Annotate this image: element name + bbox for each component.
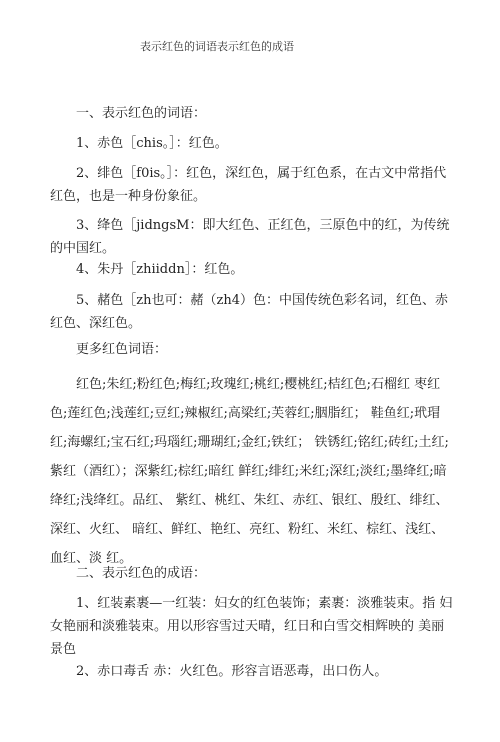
idiom-entry-2: 2、赤口毒舌 赤：火红色。形容言语恶毒，出口伤人。 [76, 664, 388, 679]
page-title: 表示红色的词语表示红色的成语 [140, 40, 294, 53]
section-heading-idioms: 二、表示红色的成语： [76, 566, 207, 581]
more-words-list: 红色;朱红;粉红色;梅红;玫瑰红;桃红;樱桃红;桔红色;石榴红 枣红色;莲红色;浅莲红;豆红;辣椒红;高梁红;芙蓉红;胭脂红； 鞋鱼红;玳瑁红;海螺红;宝石红;玛瑙红;珊瑚红;金红;铁红； 铁锈红;铭红;砖红;土红;紫红（酒红）；深紫红;棕红;暗红 鲜红;绯红;米红;深红;淡红;墨绛红;暗绛红;浅绛红。品红、 紫红、桃红、朱红、赤红、银红、殷红、绯红、深红、火红、 暗红、鲜红、艳红、亮红、粉红、米红、棕红、浅红、血红、淡 红。 [50, 377, 449, 566]
word-entry-1: 1、赤色［chis。］：红色。 [76, 136, 228, 151]
word-entry-3: 3、绛色［jidngsM：即大红色、正红色，三原色中的红，为传统 的中国红。 [50, 218, 450, 256]
word-entry-2: 2、绯色［f0is。］：红色，深红色，属于红色系，在古文中常指代 红色，也是一种身份象征。 [50, 166, 447, 204]
section-heading-words: 一、表示红色的词语： [76, 106, 207, 121]
word-entry-5: 5、赭色［zh也可：赭（zh4）色：中国传统色彩名词，红色、赤红色、深红色。 [50, 293, 448, 331]
more-words-heading: 更多红色词语： [76, 342, 168, 357]
word-entry-4: 4、朱丹［zhiiddn］：红色。 [76, 262, 244, 277]
idiom-entry-1: 1、红装素裹—一红装：妇女的红色装饰；素裹：淡雅装束。指 妇女艳丽和淡雅装束。用以形容雪过天晴，红日和白雪交相辉映的 美丽景色 [50, 596, 453, 657]
